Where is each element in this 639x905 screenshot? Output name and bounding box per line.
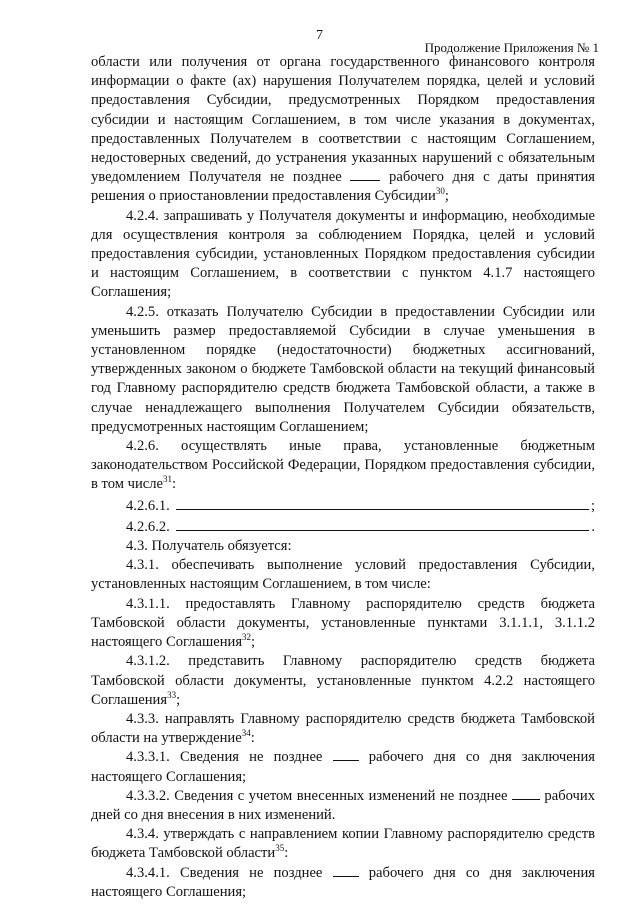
footnote-ref: 34 [241,728,251,739]
footnote-ref: 32 [242,632,252,643]
paragraph-text: области или получения от органа государственного финансового контроля информации о факте (ах) нарушения Получателем порядка, целей и условий предоставления Субсидии, предусмотренных Порядком предоставления субсидии и настоящим Соглашением, в том числе указания в документах, предоставленных Получателем в соответствии с настоящим Соглашением, недостоверных сведений, до устранения указанных нарушений с обязательным уведомлением Получателя не позднее [91,54,595,186]
punctuation: : [172,476,177,493]
paragraph-text: рабочих дней со дня внесения в них изменений. [91,787,595,823]
fill-line [176,516,590,531]
footnote-ref: 35 [275,843,285,854]
paragraph-4-3-1-2 [91,652,595,710]
paragraph-4-3-4-1 [91,864,595,902]
punctuation: ; [251,634,256,651]
footnote-ref: 33 [167,689,177,700]
paragraph-4-2-6 [91,437,595,495]
punctuation: ; [444,188,449,205]
paragraph-text: 4.3.4. утверждать с направлением копии Главному распорядителю средств бюджета Тамбовской области [91,826,595,862]
paragraph-text: рабочего дня со дня заключения настоящего Соглашения; [91,749,596,785]
blank-field [512,787,540,800]
paragraph-text: 4.3.4.1. Сведения не позднее [126,864,323,881]
document-body [91,53,595,902]
blank-field [350,168,380,181]
punctuation: : [284,845,289,862]
paragraph-text: 4.3.1.2. представить Главному распорядителю средств бюджета Тамбовской области документы, установленные пунктом 4.2.2 настоящего Соглашения [91,653,595,708]
paragraph-text: рабочего дня с даты принятия решения о приостановлении предоставления Субсидии [91,169,595,205]
paragraph-text: 4.2.6. осуществлять иные права, установленные бюджетным законодательством Российской Федерации, Порядком предоставления субсидии, в том числе [91,438,595,493]
paragraph-text: 4.3.3.1. Сведения не позднее [126,749,323,766]
punctuation: . [591,518,595,535]
footnote-ref: 31 [163,474,173,485]
item-4-2-6-2 [91,516,595,537]
appendix-header: Продолжение Приложения № 1 [424,40,599,55]
paragraph-continuation [91,53,595,207]
paragraph-text: 4.3.3.2. Сведения с учетом внесенных изменений не позднее [126,787,508,804]
blank-field [333,864,359,877]
paragraph-4-3-1: 4.3.1. обеспечивать выполнение условий предоставления Субсидии, установленных настоящим Соглашением, в том числе: [91,557,595,593]
punctuation: : [250,730,255,747]
item-4-2-6-1 [91,495,595,516]
footnote-ref: 30 [435,186,445,197]
item-label: 4.2.6.1. [126,497,170,514]
punctuation: ; [176,691,181,708]
paragraph-text: 4.3.3. направлять Главному распорядителю средств бюджета Тамбовской области на утверждение [91,710,595,747]
paragraph-4-2-5: 4.2.5. отказать Получателю Субсидии в предоставлении Субсидии или уменьшить размер предоставляемой Субсидии в случае уменьшения в установленном порядке (недостаточности) бюджетных ассигнований, утвержденных законом о бюджете Тамбовской области на текущий финансовый год Главному распорядителю средств бюджета Тамбовской области, а также в случае ненадлежащего выполнения Получателем Субсидии обязательств, предусмотренных настоящим Соглашением; [91,303,595,435]
blank-field [333,748,359,761]
paragraph-4-2-4: 4.2.4. запрашивать у Получателя документы и информацию, необходимые для осуществления контроля за соблюдением Порядка, целей и условий предоставления субсидии, установленных Порядком предоставления субсидии и настоящим Соглашением, в соответствии с пунктом 4.1.7 настоящего Соглашения; [91,207,595,301]
item-label: 4.2.6.2. [126,518,170,535]
fill-line [176,495,589,510]
paragraph-4-3-1-1 [91,595,595,653]
paragraph-4-3-4 [91,825,595,863]
paragraph-4-3-3 [91,710,595,748]
punctuation: ; [590,497,595,514]
paragraph-4-3-3-2 [91,787,595,825]
paragraph-text: рабочего дня со дня заключения настоящего Соглашения; [91,864,596,900]
paragraph-4-3-3-1 [91,748,595,786]
page-number: 7 [316,28,323,43]
paragraph-4-3: 4.3. Получатель обязуется: [126,538,292,555]
paragraph-text: 4.3.1.1. предоставлять Главному распорядителю средств бюджета Тамбовской области документы, установленные пунктами 3.1.1.1, 3.1.1.2 настоящего Соглашения [91,595,595,651]
